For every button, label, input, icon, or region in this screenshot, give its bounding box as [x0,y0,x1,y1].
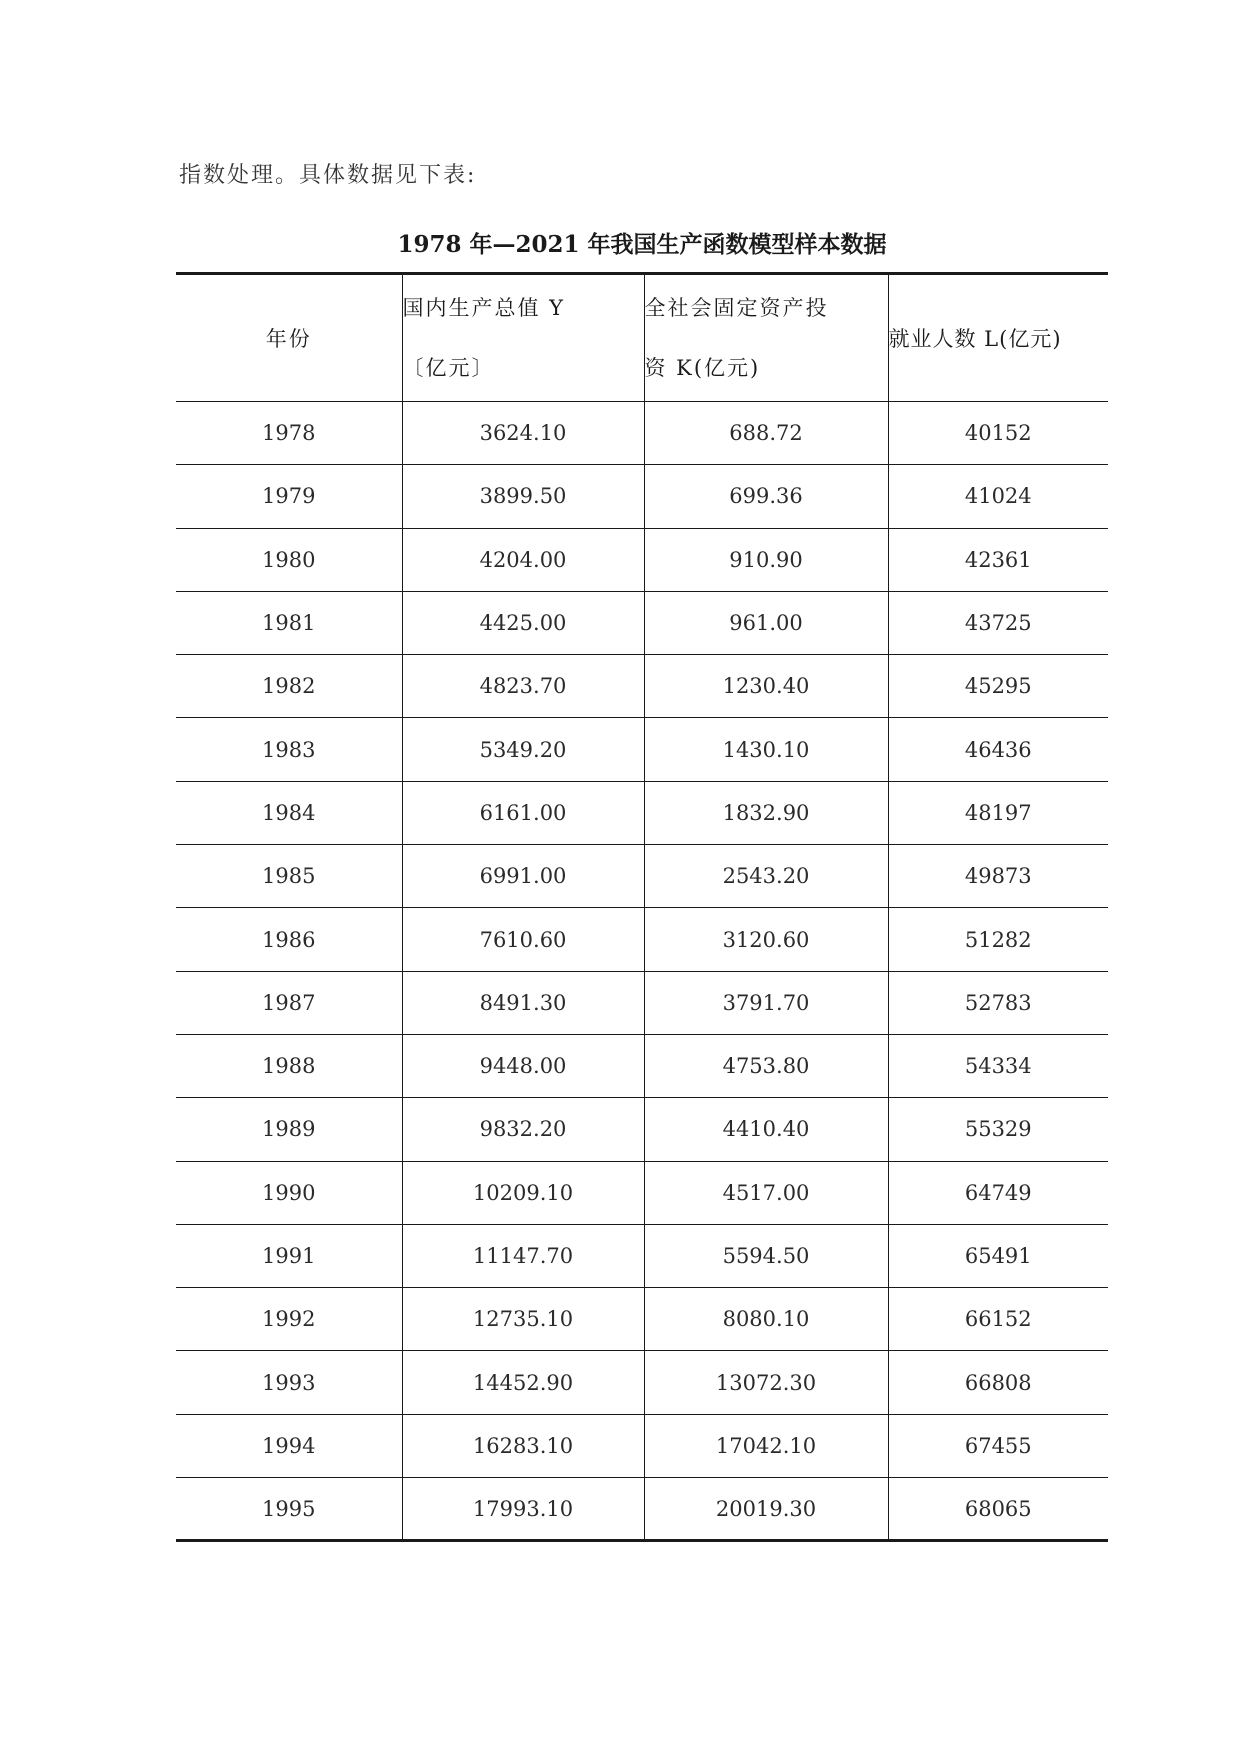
table-row [176,402,1108,465]
table-row [176,1098,1108,1161]
cell-year: 1989 [176,1098,402,1161]
cell-year: 1994 [176,1414,402,1477]
cell-gdp: 11147.70 [402,1224,644,1287]
cell-year: 1991 [176,1224,402,1287]
cell-year: 1980 [176,528,402,591]
cell-year: 1981 [176,591,402,654]
table-row [176,845,1108,908]
cell-gdp: 8491.30 [402,971,644,1034]
cell-gdp: 3899.50 [402,465,644,528]
table-row [176,465,1108,528]
data-table [176,272,1108,1542]
table-row [176,908,1108,971]
cell-capital: 1832.90 [644,781,888,844]
header-labor: 就业人数 L(亿元) [888,274,1108,402]
header-row [176,274,1108,402]
cell-gdp: 6161.00 [402,781,644,844]
table-row [176,1351,1108,1414]
cell-gdp: 6991.00 [402,845,644,908]
cell-capital: 910.90 [644,528,888,591]
table-row [176,781,1108,844]
cell-capital: 8080.10 [644,1288,888,1351]
cell-year: 1979 [176,465,402,528]
cell-gdp: 5349.20 [402,718,644,781]
cell-capital: 1430.10 [644,718,888,781]
cell-labor: 49873 [888,845,1108,908]
cell-gdp: 10209.10 [402,1161,644,1224]
cell-year: 1983 [176,718,402,781]
cell-capital: 1230.40 [644,655,888,718]
table-row [176,528,1108,591]
cell-capital: 699.36 [644,465,888,528]
cell-labor: 66808 [888,1351,1108,1414]
cell-gdp: 4204.00 [402,528,644,591]
cell-year: 1986 [176,908,402,971]
cell-capital: 3120.60 [644,908,888,971]
table-row [176,591,1108,654]
cell-year: 1978 [176,402,402,465]
cell-capital: 5594.50 [644,1224,888,1287]
table-caption: 1978 年—2021 年我国生产函数模型样本数据 [397,231,887,258]
header-capital-line1: 全社会固定资产投 [644,296,829,320]
cell-capital: 961.00 [644,591,888,654]
cell-gdp: 17993.10 [402,1478,644,1541]
header-gdp-line2: 〔亿元〕 [402,356,495,380]
header-gdp [402,274,644,402]
cell-labor: 55329 [888,1098,1108,1161]
cell-year: 1985 [176,845,402,908]
cell-labor: 64749 [888,1161,1108,1224]
cell-labor: 51282 [888,908,1108,971]
cell-labor: 46436 [888,718,1108,781]
cell-gdp: 4425.00 [402,591,644,654]
cell-labor: 68065 [888,1478,1108,1541]
cell-gdp: 9448.00 [402,1034,644,1097]
cell-capital: 13072.30 [644,1351,888,1414]
cell-year: 1995 [176,1478,402,1541]
table-row [176,1478,1108,1541]
cell-capital: 4410.40 [644,1098,888,1161]
cell-labor: 42361 [888,528,1108,591]
table-row [176,1288,1108,1351]
cell-gdp: 3624.10 [402,402,644,465]
cell-year: 1990 [176,1161,402,1224]
cell-year: 1982 [176,655,402,718]
cell-gdp: 9832.20 [402,1098,644,1161]
table-header [176,274,1108,402]
cell-gdp: 12735.10 [402,1288,644,1351]
cell-year: 1993 [176,1351,402,1414]
cell-year: 1992 [176,1288,402,1351]
cell-year: 1988 [176,1034,402,1097]
table-row [176,1224,1108,1287]
cell-labor: 67455 [888,1414,1108,1477]
cell-capital: 20019.30 [644,1478,888,1541]
cell-labor: 54334 [888,1034,1108,1097]
table-row [176,1414,1108,1477]
cell-gdp: 14452.90 [402,1351,644,1414]
cell-year: 1984 [176,781,402,844]
table-row [176,971,1108,1034]
cell-capital: 688.72 [644,402,888,465]
header-capital-line2: 资 K(亿元) [644,356,761,380]
cell-labor: 40152 [888,402,1108,465]
table-row [176,1034,1108,1097]
cell-labor: 66152 [888,1288,1108,1351]
cell-capital: 4753.80 [644,1034,888,1097]
header-year: 年份 [176,274,402,402]
cell-labor: 52783 [888,971,1108,1034]
cell-capital: 17042.10 [644,1414,888,1477]
cell-capital: 4517.00 [644,1161,888,1224]
table-row [176,718,1108,781]
table-row [176,655,1108,718]
cell-capital: 3791.70 [644,971,888,1034]
header-gdp-line1: 国内生产总值 Y [402,296,566,320]
cell-gdp: 4823.70 [402,655,644,718]
table-body [176,402,1108,1541]
cell-capital: 2543.20 [644,845,888,908]
cell-labor: 41024 [888,465,1108,528]
cell-labor: 45295 [888,655,1108,718]
cell-gdp: 16283.10 [402,1414,644,1477]
cell-labor: 48197 [888,781,1108,844]
cell-labor: 65491 [888,1224,1108,1287]
table-row [176,1161,1108,1224]
cell-gdp: 7610.60 [402,908,644,971]
cell-year: 1987 [176,971,402,1034]
header-capital [644,274,888,402]
cell-labor: 43725 [888,591,1108,654]
intro-text: 指数处理。具体数据见下表: [179,163,477,188]
